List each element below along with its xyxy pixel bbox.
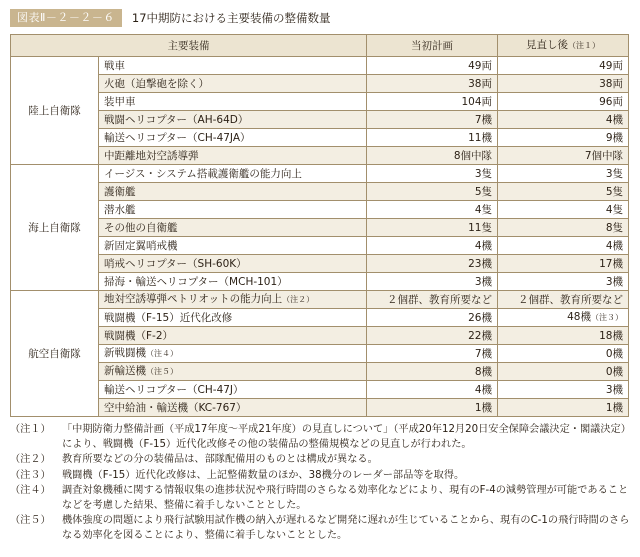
initial-plan-cell: 49両 xyxy=(367,57,498,75)
equipment-name: 装甲車 xyxy=(104,95,136,108)
revised-value: 4機 xyxy=(605,239,623,252)
equipment-cell xyxy=(99,291,367,309)
note-tag: （注２） xyxy=(10,454,51,466)
equipment-cell xyxy=(99,165,367,183)
initial-plan-cell: 11隻 xyxy=(367,219,498,237)
note-tag: （注４） xyxy=(10,484,51,496)
revised-value: 38両 xyxy=(599,77,623,90)
equipment-name: その他の自衛艦 xyxy=(104,221,178,234)
equipment-cell xyxy=(99,93,367,111)
table-row xyxy=(11,327,629,345)
equipment-name: 新輸送機 xyxy=(104,365,146,377)
initial-plan-cell: 4隻 xyxy=(367,201,498,219)
initial-plan-cell: 3隻 xyxy=(367,165,498,183)
revised-plan-cell xyxy=(498,309,629,327)
equipment-name: 戦闘機（F-2） xyxy=(104,329,174,342)
equipment-name: 護衛艦 xyxy=(104,185,136,198)
revised-plan-cell xyxy=(498,273,629,291)
revised-value: 7個中隊 xyxy=(584,149,623,162)
note-tag: （注１） xyxy=(10,424,51,435)
table-header-row xyxy=(11,35,629,57)
table-row xyxy=(11,183,629,201)
column-header-initial: 当初計画 xyxy=(367,35,498,57)
initial-plan-cell: 38両 xyxy=(367,75,498,93)
note-text: 「中期防衛力整備計画（平成17年度～平成21年度）の見直しについて」（平成20年12月20日安全保障会議決定・閣議決定）により、戦闘機（F-15）近代化改修その他の装備品の整備規模などの見直しが行われた。 xyxy=(62,424,626,451)
initial-plan-cell: 5隻 xyxy=(367,183,498,201)
initial-plan-cell: 8個中隊 xyxy=(367,147,498,165)
table-row xyxy=(11,57,629,75)
equipment-note-ref: （注２） xyxy=(282,295,315,304)
equipment-name: 戦車 xyxy=(104,59,125,72)
equipment-name: 新固定翼哨戒機 xyxy=(104,239,178,252)
table-row xyxy=(11,309,629,327)
equipment-cell xyxy=(99,111,367,129)
revised-value: 96両 xyxy=(599,95,623,108)
notes-section xyxy=(10,422,630,544)
equipment-cell xyxy=(99,147,367,165)
equipment-cell xyxy=(99,309,367,327)
initial-plan-cell: 8機 xyxy=(367,363,498,381)
revised-plan-cell xyxy=(498,363,629,381)
note-item xyxy=(10,513,630,543)
equipment-name: 哨戒ヘリコプター（SH-60K） xyxy=(104,257,247,270)
note-text: 戦闘機（F-15）近代化改修は、上記整備数量のほか、38機分のレーダー部品等を取得。 xyxy=(62,469,465,481)
revised-value: 3機 xyxy=(605,383,623,396)
revised-plan-cell xyxy=(498,237,629,255)
equipment-name: 空中給油・輸送機（KC-767） xyxy=(104,401,247,414)
revised-value: 0機 xyxy=(605,365,623,378)
table-row xyxy=(11,237,629,255)
equipment-cell xyxy=(99,273,367,291)
note-text: 教育所要などの分の装備品は、部隊配備用のものとは構成が異なる。 xyxy=(62,454,378,466)
table-row xyxy=(11,147,629,165)
revised-value: 48機 xyxy=(567,311,591,323)
revised-plan-cell xyxy=(498,93,629,111)
revised-plan-cell xyxy=(498,255,629,273)
table-row xyxy=(11,255,629,273)
equipment-cell xyxy=(99,201,367,219)
revised-plan-cell xyxy=(498,75,629,93)
revised-value: 3機 xyxy=(605,275,623,288)
revised-plan-cell xyxy=(498,147,629,165)
equipment-note-ref: （注４） xyxy=(146,349,178,358)
equipment-cell xyxy=(99,255,367,273)
revised-plan-cell xyxy=(498,219,629,237)
equipment-name: 火砲（迫撃砲を除く） xyxy=(104,77,209,90)
equipment-cell xyxy=(99,129,367,147)
table-row xyxy=(11,345,629,363)
equipment-name: 新戦闘機 xyxy=(104,347,146,359)
equipment-name: 戦闘機（F-15）近代化改修 xyxy=(104,311,233,324)
category-cell: 航空自衛隊 xyxy=(11,291,99,417)
initial-plan-cell: 104両 xyxy=(367,93,498,111)
revised-plan-cell xyxy=(498,291,629,309)
figure-title: 17中期防における主要装備の整備数量 xyxy=(131,11,331,25)
revised-plan-cell xyxy=(498,381,629,399)
note-item xyxy=(10,452,630,467)
figure-number-badge: 図表Ⅱ－２－２－６ xyxy=(10,9,122,27)
revised-value: 8隻 xyxy=(605,221,623,234)
equipment-name: イージス・システム搭載護衛艦の能力向上 xyxy=(104,167,302,180)
revised-note-ref: （注３） xyxy=(591,313,623,322)
revised-plan-cell xyxy=(498,345,629,363)
table-row xyxy=(11,291,629,309)
table-row xyxy=(11,363,629,381)
initial-plan-cell: 11機 xyxy=(367,129,498,147)
initial-plan-cell: 23機 xyxy=(367,255,498,273)
equipment-name: 掃海・輸送ヘリコプター（MCH-101） xyxy=(104,275,288,288)
revised-value: 4機 xyxy=(605,113,623,126)
equipment-cell xyxy=(99,345,367,363)
table-row xyxy=(11,93,629,111)
equipment-cell xyxy=(99,219,367,237)
initial-plan-cell: 7機 xyxy=(367,345,498,363)
note-item xyxy=(10,468,630,483)
equipment-name: 潜水艦 xyxy=(104,203,136,216)
revised-value: 3隻 xyxy=(605,167,623,180)
table-row xyxy=(11,219,629,237)
revised-plan-cell xyxy=(498,399,629,417)
figure-header xyxy=(10,8,331,28)
equipment-cell xyxy=(99,57,367,75)
revised-value: 0機 xyxy=(605,347,623,360)
table-row xyxy=(11,201,629,219)
revised-value: 18機 xyxy=(599,329,623,342)
initial-plan-cell: 22機 xyxy=(367,327,498,345)
category-cell: 海上自衛隊 xyxy=(11,165,99,291)
column-header-revised xyxy=(498,35,629,57)
table-body xyxy=(11,57,629,417)
revised-value: 9機 xyxy=(605,131,623,144)
equipment-cell xyxy=(99,381,367,399)
revised-value: 5隻 xyxy=(605,185,623,198)
equipment-cell xyxy=(99,237,367,255)
equipment-cell xyxy=(99,183,367,201)
note-text: 機体強度の問題により飛行試験用試作機の納入が遅れるなど開発に遅れが生じていることから、現有のC-1の飛行時間のさらなる効率化を図ることにより、整備に着手しないこととした。 xyxy=(62,515,630,542)
revised-plan-cell xyxy=(498,57,629,75)
note-tag: （注５） xyxy=(10,515,51,527)
revised-plan-cell xyxy=(498,183,629,201)
initial-plan-cell: 4機 xyxy=(367,381,498,399)
initial-plan-cell: 1機 xyxy=(367,399,498,417)
revised-plan-cell xyxy=(498,111,629,129)
table-row xyxy=(11,111,629,129)
initial-plan-cell: 3機 xyxy=(367,273,498,291)
equipment-table xyxy=(10,34,629,417)
column-header-item: 主要装備 xyxy=(11,35,367,57)
table-row xyxy=(11,273,629,291)
note-text: 調査対象機種に関する情報収集の進捗状況や飛行時間のさらなる効率化などにより、現有のF-4の減勢管理が可能であることなどを考慮した結果、整備に着手しないこととした。 xyxy=(62,484,629,512)
revised-value: 49両 xyxy=(599,59,623,72)
equipment-name: 戦闘ヘリコプター（AH-64D） xyxy=(104,113,249,126)
initial-plan-cell: ２個群、教育所要など xyxy=(367,291,498,309)
table-row xyxy=(11,165,629,183)
note-item xyxy=(10,422,630,452)
revised-plan-cell xyxy=(498,327,629,345)
revised-plan-cell xyxy=(498,165,629,183)
initial-plan-cell: 4機 xyxy=(367,237,498,255)
equipment-note-ref: （注５） xyxy=(146,367,178,376)
table-row xyxy=(11,399,629,417)
revised-plan-cell xyxy=(498,201,629,219)
equipment-cell xyxy=(99,363,367,381)
equipment-name: 地対空誘導弾ペトリオットの能力向上 xyxy=(104,293,283,305)
initial-plan-cell: 26機 xyxy=(367,309,498,327)
initial-plan-cell: 7機 xyxy=(367,111,498,129)
column-header-revised-note: （注１） xyxy=(568,41,600,50)
revised-value: ２個群、教育所要など xyxy=(518,293,623,306)
table-row xyxy=(11,381,629,399)
equipment-cell xyxy=(99,399,367,417)
equipment-cell xyxy=(99,75,367,93)
revised-value: 4隻 xyxy=(605,203,623,216)
equipment-name: 輸送ヘリコプター（CH-47JA） xyxy=(104,131,251,144)
equipment-cell xyxy=(99,327,367,345)
equipment-name: 輸送ヘリコプター（CH-47J） xyxy=(104,383,244,396)
column-header-revised-label: 見直し後 xyxy=(526,39,568,51)
note-item xyxy=(10,483,630,513)
revised-value: 1機 xyxy=(605,401,623,414)
table-row xyxy=(11,129,629,147)
table-row xyxy=(11,75,629,93)
equipment-name: 中距離地対空誘導弾 xyxy=(104,149,199,162)
revised-value: 17機 xyxy=(599,257,623,270)
revised-plan-cell xyxy=(498,129,629,147)
category-cell: 陸上自衛隊 xyxy=(11,57,99,165)
note-tag: （注３） xyxy=(10,469,51,481)
